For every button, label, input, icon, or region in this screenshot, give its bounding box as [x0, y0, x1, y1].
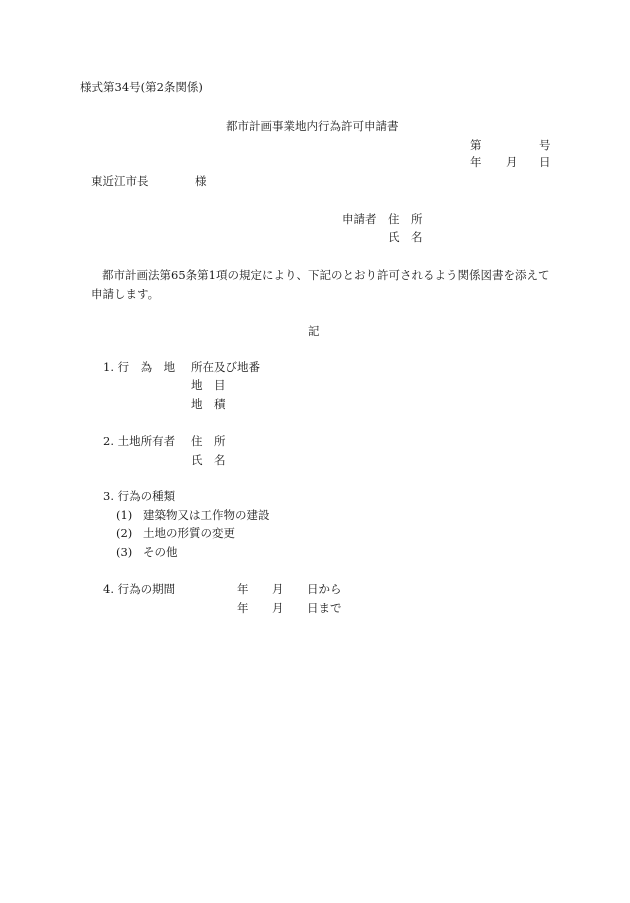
body-text-line1: 都市計画法第65条第1項の規定により、下記のとおり許可されるよう関係図書を添えて: [102, 268, 550, 282]
item2-name: 氏 名: [191, 453, 226, 467]
doc-number-suffix: 号: [539, 138, 551, 152]
addressee-name: 東近江市長: [91, 174, 149, 188]
item3-option-num: (1): [116, 508, 133, 522]
document-title: 都市計画事業地内行為許可申請書: [226, 119, 399, 133]
item3-option-text: 建築物又は工作物の建設: [143, 508, 270, 522]
item2-label: 2. 土地所有者: [103, 434, 176, 448]
item4-end-day: 日まで: [307, 601, 342, 615]
applicant-name-label: 氏 名: [388, 230, 423, 244]
body-text-line2: 申請します。: [91, 287, 160, 301]
ki-heading: 記: [308, 324, 320, 338]
item2-address: 住 所: [191, 434, 226, 448]
date-day: 日: [539, 155, 551, 169]
form-number: 様式第34号(第2条関係): [80, 80, 203, 94]
applicant-address-label: 住 所: [388, 212, 423, 226]
item4-end-month: 月: [272, 601, 284, 615]
date-year: 年: [470, 155, 482, 169]
applicant-label: 申請者: [342, 212, 377, 226]
addressee-honorific: 様: [195, 174, 207, 188]
item3-label: 3. 行為の種類: [103, 489, 176, 503]
item1-land-category: 地 目: [191, 378, 226, 392]
item4-label: 4. 行為の期間: [103, 582, 176, 596]
item4-end-year: 年: [237, 601, 249, 615]
item3-option-text: 土地の形質の変更: [143, 526, 235, 540]
date-month: 月: [506, 155, 518, 169]
item4-start-month: 月: [272, 582, 284, 596]
item1-land-area: 地 積: [191, 397, 226, 411]
item3-option-text: その他: [143, 545, 178, 559]
item3-option-num: (3): [116, 545, 133, 559]
item4-start-year: 年: [237, 582, 249, 596]
item4-start-day: 日から: [307, 582, 342, 596]
item3-option-num: (2): [116, 526, 133, 540]
item1-label: 1. 行 為 地: [103, 360, 176, 374]
doc-number-prefix: 第: [470, 138, 482, 152]
item1-location: 所在及び地番: [191, 360, 260, 374]
